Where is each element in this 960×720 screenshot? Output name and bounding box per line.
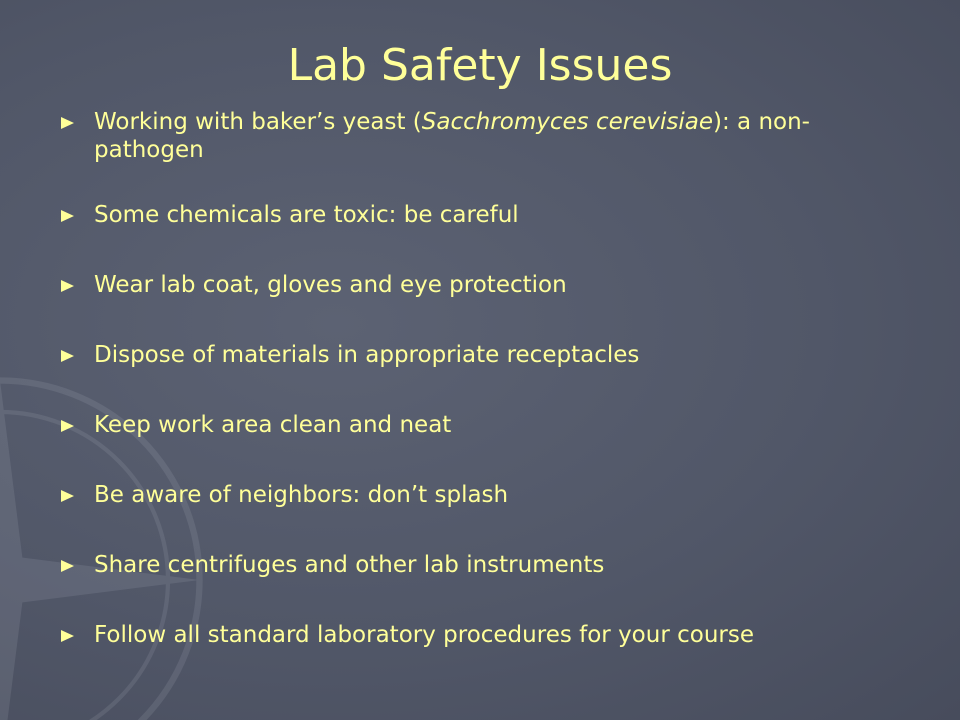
bullet-text-post: ): a non-pathogen [94, 109, 810, 163]
bullet-text: Dispose of materials in appropriate receptacles [94, 342, 640, 368]
triangle-arrow-icon [61, 350, 74, 362]
bullet-item [58, 271, 858, 341]
bullet-item [58, 481, 858, 551]
bullet-item [58, 341, 858, 411]
triangle-arrow-icon [61, 420, 74, 432]
bullet-text: Some chemicals are toxic: be careful [94, 202, 519, 228]
triangle-arrow-icon [61, 560, 74, 572]
bullet-text: Follow all standard laboratory procedures for your course [94, 622, 754, 648]
bullet-text: Wear lab coat, gloves and eye protection [94, 272, 567, 298]
bullet-item [58, 411, 858, 481]
bullet-item [58, 201, 858, 271]
bullet-item [58, 551, 858, 621]
triangle-arrow-icon [61, 280, 74, 292]
bullet-text: Keep work area clean and neat [94, 412, 452, 438]
bullet-list [58, 108, 858, 691]
triangle-arrow-icon [61, 117, 74, 129]
slide-title: Lab Safety Issues [287, 40, 673, 91]
triangle-arrow-icon [61, 490, 74, 502]
bullet-text: Share centrifuges and other lab instruments [94, 552, 605, 578]
triangle-arrow-icon [61, 630, 74, 642]
bullet-text-pre: Working with baker’s yeast ( [94, 109, 422, 135]
bullet-item [58, 108, 858, 201]
triangle-arrow-icon [61, 210, 74, 222]
species-name: Sacchromyces cerevisiae [421, 109, 713, 135]
bullet-item [58, 621, 858, 691]
bullet-text: Be aware of neighbors: don’t splash [94, 482, 509, 508]
